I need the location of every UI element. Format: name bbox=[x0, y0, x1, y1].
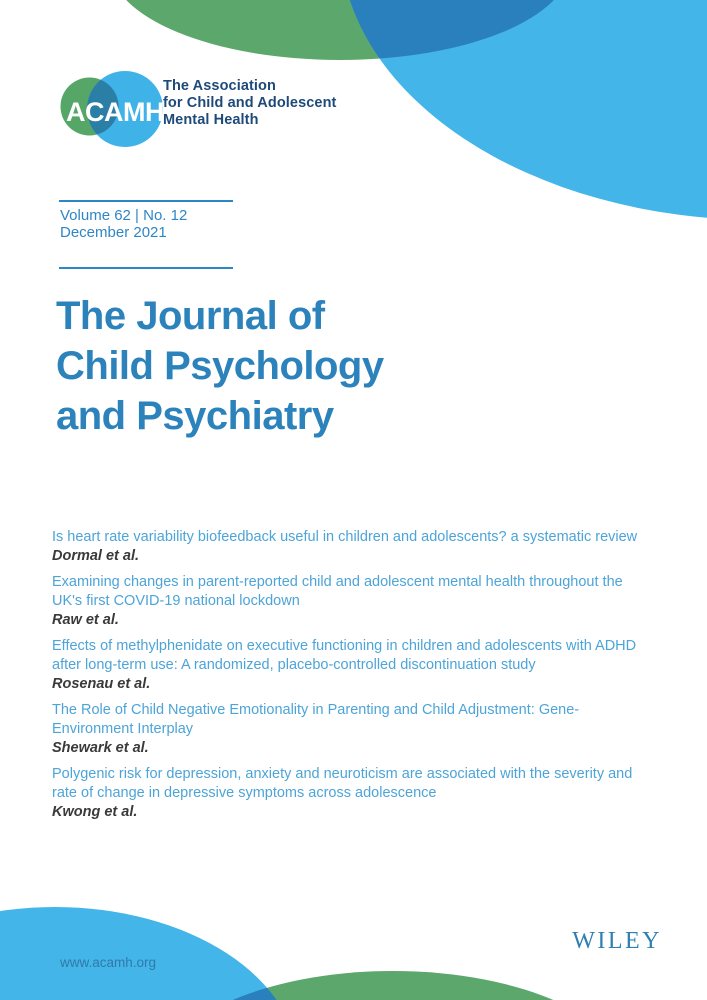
article-title: Effects of methylphenidate on executive functioning in children and adolescents with ADHD after long-term use: A randomized, placebo-controlled discontinuation study bbox=[52, 638, 637, 673]
article-title: Is heart rate variability biofeedback useful in children and adolescents? a systematic review bbox=[52, 529, 638, 545]
article-item bbox=[52, 528, 648, 566]
journal-title-line-2: Child Psychology bbox=[56, 344, 384, 388]
org-name-line-3: Mental Health bbox=[163, 112, 259, 128]
logo-acronym: ACAMH bbox=[66, 97, 164, 127]
article-authors: Kwong et al. bbox=[52, 804, 138, 820]
organization-name bbox=[163, 78, 336, 129]
website-url: www.acamh.org bbox=[60, 955, 157, 970]
article-list bbox=[52, 528, 648, 829]
article-item bbox=[52, 573, 648, 630]
issue-date: December 2021 bbox=[60, 224, 167, 241]
journal-title bbox=[56, 291, 384, 441]
article-authors: Rosenau et al. bbox=[52, 676, 151, 692]
article-title: The Role of Child Negative Emotionality in Parenting and Child Adjustment: Gene-Environment Interplay bbox=[52, 702, 580, 737]
article-title: Polygenic risk for depression, anxiety and neuroticism are associated with the severity and rate of change in depressive symptoms across adolescence bbox=[52, 766, 633, 801]
org-name-line-1: The Association bbox=[163, 78, 276, 94]
issue-rule-bottom bbox=[59, 267, 233, 269]
journal-title-line-3: and Psychiatry bbox=[56, 394, 334, 438]
volume-number: Volume 62 | No. 12 bbox=[60, 207, 188, 224]
article-item bbox=[52, 701, 648, 758]
issue-rule-top bbox=[59, 200, 233, 202]
acamh-logo bbox=[55, 65, 175, 155]
article-authors: Shewark et al. bbox=[52, 740, 149, 756]
org-name-line-2: for Child and Adolescent bbox=[163, 95, 337, 111]
issue-info bbox=[60, 207, 187, 241]
article-item bbox=[52, 637, 648, 694]
article-item bbox=[52, 765, 648, 822]
article-title: Examining changes in parent-reported child and adolescent mental health throughout the UK's first COVID-19 national lockdown bbox=[52, 574, 623, 609]
article-authors: Dormal et al. bbox=[52, 548, 140, 564]
journal-title-line-1: The Journal of bbox=[56, 294, 325, 338]
wiley-logo: WILEY bbox=[572, 928, 662, 954]
article-authors: Raw et al. bbox=[52, 612, 119, 628]
